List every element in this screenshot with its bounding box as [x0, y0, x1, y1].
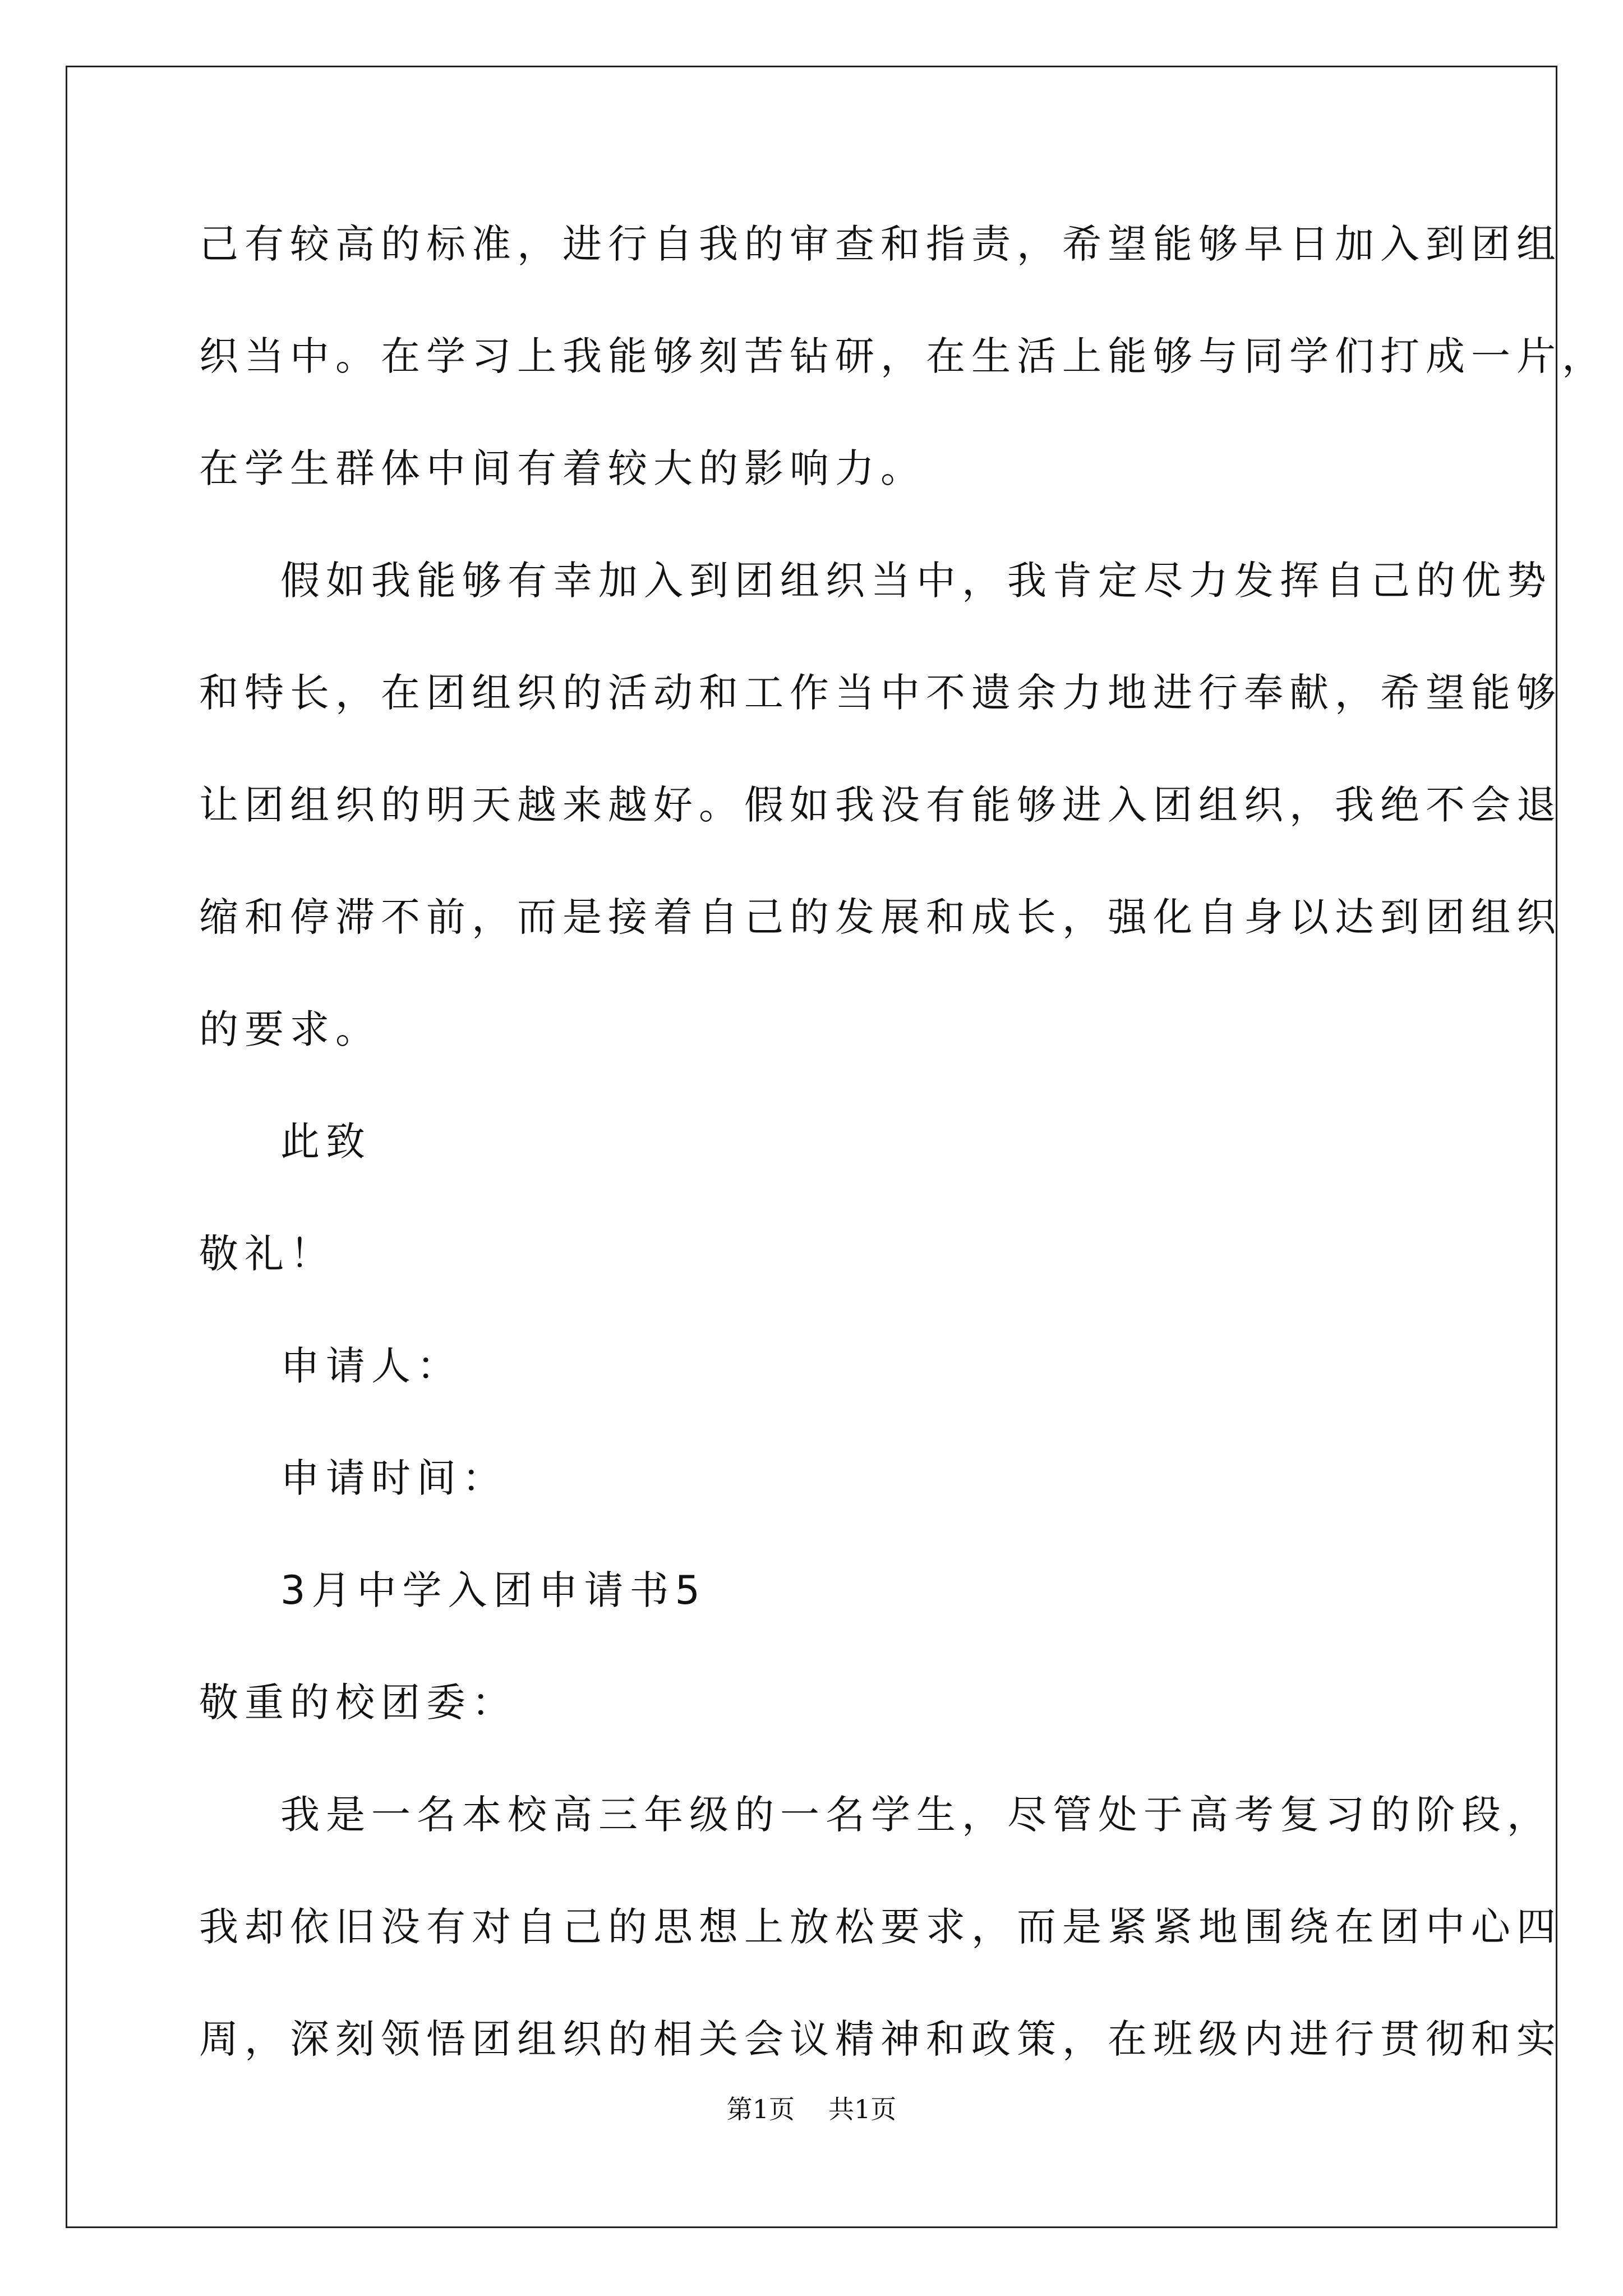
text-line: 织当中。在学习上我能够刻苦钻研，在生活上能够与同学们打成一片，: [199, 333, 1607, 379]
text-line: 我是一名本校高三年级的一名学生，尽管处于高考复习的阶段，: [280, 1792, 1552, 1838]
page-footer: [0, 2092, 1623, 2126]
page-number: 第1页: [726, 2094, 795, 2124]
page-total: 共1页: [828, 2094, 897, 2124]
text-line: 假如我能够有幸加入到团组织当中，我肯定尽力发挥自己的优势: [280, 558, 1552, 604]
closing-line: 此致: [280, 1119, 371, 1165]
text-line: 让团组织的明天越来越好。假如我没有能够进入团组织，我绝不会退: [199, 782, 1562, 828]
text-line: 的要求。: [199, 1006, 381, 1052]
date-label: 申请时间：: [280, 1455, 508, 1501]
greeting-line: 敬重的校团委：: [199, 1680, 517, 1726]
text-line: 我却依旧没有对自己的思想上放松要求，而是紧紧地围绕在团中心四: [199, 1904, 1562, 1950]
text-line: 和特长，在团组织的活动和工作当中不遗余力地进行奉献，希望能够: [199, 670, 1562, 716]
text-line: 己有较高的标准，进行自我的审查和指责，希望能够早日加入到团组: [199, 221, 1562, 267]
text-line: 缩和停滞不前，而是接着自己的发展和成长，强化自身以达到团组织: [199, 894, 1562, 940]
text-line: 周，深刻领悟团组织的相关会议精神和政策，在班级内进行贯彻和实: [199, 2016, 1562, 2062]
applicant-label: 申请人：: [280, 1343, 462, 1389]
text-line: 在学生群体中间有着较大的影响力。: [199, 445, 926, 491]
salutation-line: 敬礼！: [199, 1231, 335, 1277]
section-heading: 3月中学入团申请书5: [280, 1567, 707, 1613]
